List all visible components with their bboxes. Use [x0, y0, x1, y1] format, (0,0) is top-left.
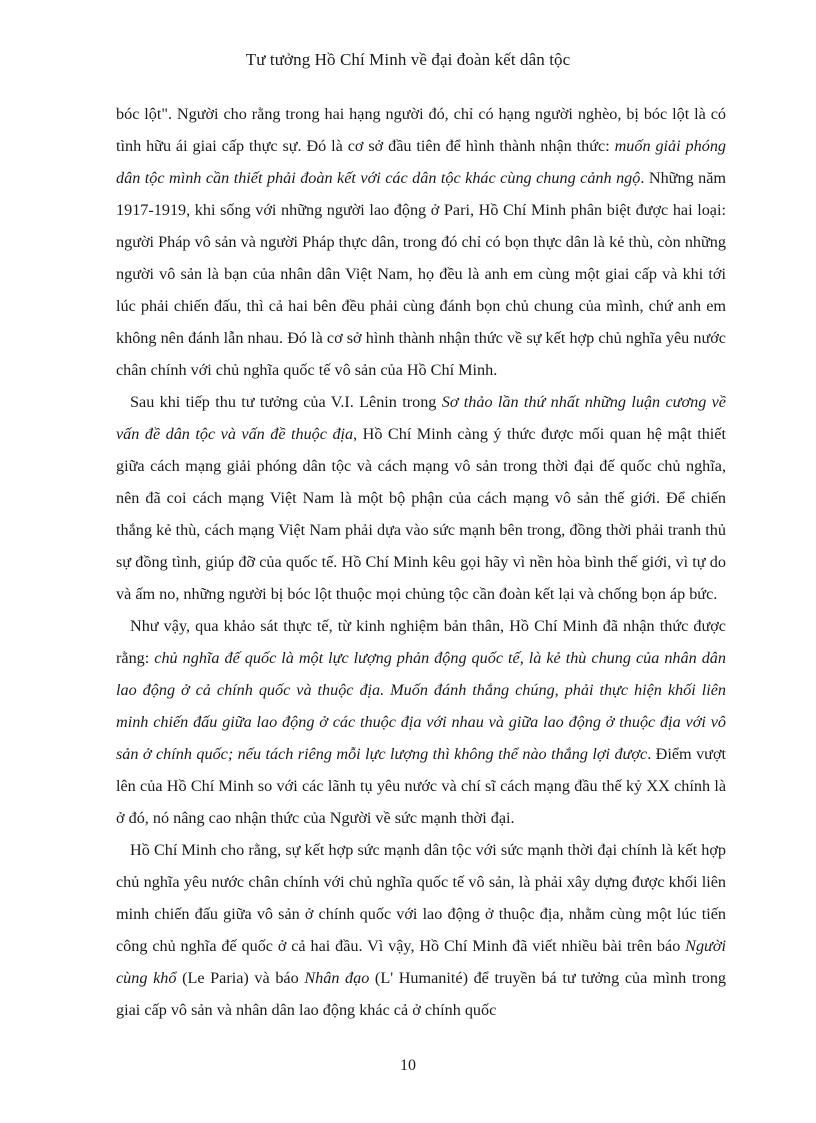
text-run: , Hồ Chí Minh càng ý thức được mối quan hệ mật thiết giữa cách mạng giải phóng dân tộc và cách mạng vô sản trong thời đại đế quốc chủ nghĩa, nên đã coi cách mạng Việt Nam là một bộ phận của cách mạng vô sản thế giới. Để chiến thắng kẻ thù, cách mạng Việt Nam phải dựa vào sức mạnh bên trong, đồng thời phải tranh thủ sự đồng tình, giúp đỡ của quốc tế. Hồ Chí Minh kêu gọi hãy vì nền hòa bình thế giới, vì tự do và ấm no, những người bị bóc lột thuộc mọi chủng tộc cần đoàn kết lại và chống bọn áp bức.	[116, 425, 726, 603]
text-run: bóc lột". Người cho rằng trong hai hạng người đó, chỉ có hạng người nghèo, bị bóc lột là có tình hữu ái giai cấp thực sự. Đó là cơ sở đầu tiên để hình thành nhận thức:	[116, 105, 726, 155]
italic-run: muốn giải phóng dân tộc mình cần thiết phải đoàn kết với các dân tộc khác cùng chung cảnh ngộ	[116, 137, 727, 187]
paragraph	[116, 610, 726, 834]
italic-run: Người cùng khổ	[116, 937, 726, 987]
running-header: Tư tưởng Hồ Chí Minh về đại đoàn kết dân tộc	[245, 50, 571, 69]
text-run: Như vậy, qua khảo sát thực tế, từ kinh nghiệm bản thân, Hồ Chí Minh đã nhận thức được rằng:	[116, 617, 726, 667]
text-run: Sau khi tiếp thu tư tưởng của V.I. Lênin trong	[130, 393, 442, 411]
text-run: . Những năm 1917-1919, khi sống với những người lao động ở Pari, Hồ Chí Minh phân biệt được hai loại: người Pháp vô sản và người Pháp thực dân, trong đó chỉ có bọn thực dân là kẻ thù, còn những người vô sản là bạn của nhân dân Việt Nam, họ đều là anh em cùng một giai cấp và khi tới lúc phải chiến đấu, thì cả hai bên đều phải cùng đánh bọn chủ chung của mình, chứ anh em không nên đánh lẫn nhau. Đó là cơ sở hình thành nhận thức về sự kết hợp chủ nghĩa yêu nước chân chính với chủ nghĩa quốc tế vô sản của Hồ Chí Minh.	[116, 169, 726, 379]
paragraph	[116, 834, 726, 1026]
text-run: Hồ Chí Minh cho rằng, sự kết hợp sức mạnh dân tộc với sức mạnh thời đại chính là kết hợp chủ nghĩa yêu nước chân chính với chủ nghĩa quốc tế vô sản, là phải xây dựng được khối liên minh chiến đấu giữa vô sản ở chính quốc với lao động ở thuộc địa, nhằm cùng một lúc tiến công chủ nghĩa đế quốc ở cả hai đầu. Vì vậy, Hồ Chí Minh đã viết nhiều bài trên báo	[116, 841, 726, 955]
italic-run: chủ nghĩa đế quốc là một lực lượng phản động quốc tế, là kẻ thù chung của nhân dân lao động ở cả chính quốc và thuộc địa. Muốn đánh thắng chúng, phải thực hiện khối liên minh chiến đấu giữa lao động ở các thuộc địa với nhau và giữa lao động ở thuộc địa với vô sản ở chính quốc; nếu tách riêng mỗi lực lượng thì không thể nào thắng lợi được	[116, 649, 726, 763]
page-number: 10	[400, 1057, 416, 1074]
body-text	[116, 98, 726, 1026]
paragraph	[116, 98, 726, 386]
text-run: . Điểm vượt lên của Hồ Chí Minh so với các lãnh tụ yêu nước và chí sĩ cách mạng đầu thế kỷ XX chính là ở đó, nó nâng cao nhận thức của Người về sức mạnh thời đại.	[116, 745, 727, 827]
text-run: (Le Paria) và báo	[176, 969, 305, 987]
italic-run: Nhân đạo	[304, 969, 370, 987]
italic-run: Sơ thảo lần thứ nhất những luận cương về vấn đề dân tộc và vấn đề thuộc địa	[116, 393, 726, 443]
text-run: (L' Humanité) để truyền bá tư tưởng của mình trong giai cấp vô sản và nhân dân lao động khác cả ở chính quốc	[116, 969, 727, 1019]
paragraph	[116, 386, 726, 610]
